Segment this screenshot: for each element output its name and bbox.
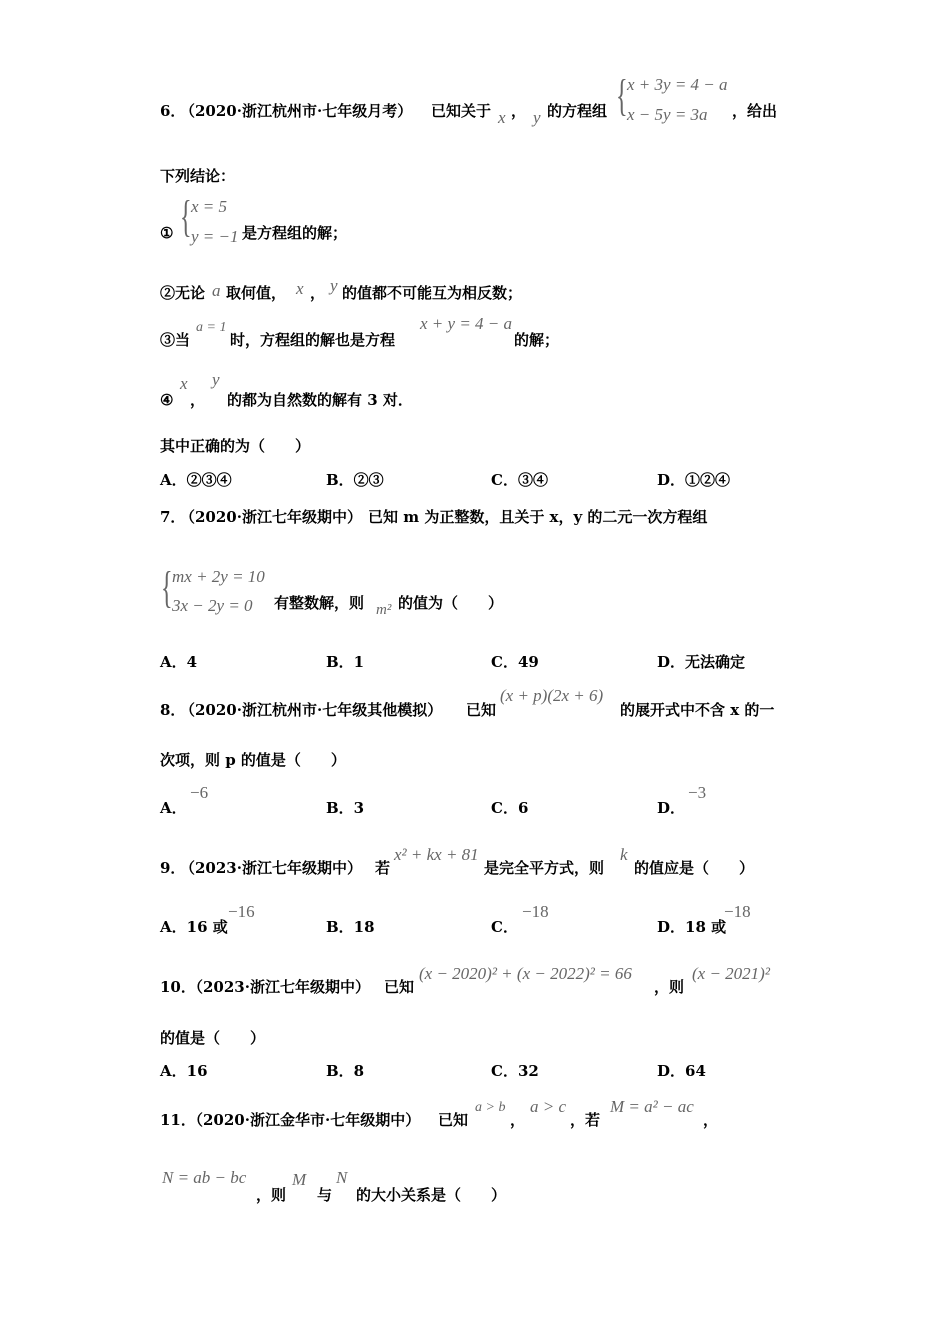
q11-m-expr: M = a² − ac: [610, 1097, 694, 1116]
q8-expr: (x + p)(2x + 6): [500, 686, 604, 705]
q6-text-b: 的方程组: [547, 102, 608, 120]
q11-comma2: ，: [703, 1111, 719, 1129]
q6-number: 6．: [160, 102, 186, 120]
q7-text: 已知 m 为正整数，且关于 x，y 的二元一次方程组: [368, 508, 708, 526]
q11-text-e: 的大小关系是（ ）: [356, 1186, 507, 1204]
q8-option-a-value: −6: [190, 783, 209, 802]
q11-text-a: 已知: [438, 1111, 469, 1129]
q6-option-b[interactable]: B．②③: [326, 471, 384, 489]
q7-number: 7．: [160, 508, 186, 526]
q9-k: k: [620, 845, 628, 864]
q10-option-c[interactable]: C．32: [491, 1062, 539, 1080]
q7-option-b[interactable]: B．1: [326, 653, 365, 671]
q11-number: 11．: [160, 1111, 196, 1129]
q8-line2: 次项，则 p 的值是（ ）: [160, 751, 346, 769]
q6-c1-text: 是方程组的解；: [242, 224, 348, 242]
q6-option-d[interactable]: D．①②④: [657, 471, 731, 489]
q8-number: 8．: [160, 701, 186, 719]
q9-text-c: 的值应是（ ）: [634, 859, 755, 877]
q10-option-b[interactable]: B．8: [326, 1062, 365, 1080]
q7-system-brace: {: [161, 563, 173, 612]
q6-c2-y: y: [330, 276, 338, 295]
q8-text-a: 已知: [466, 701, 497, 719]
q9-option-a[interactable]: A．16 或: [160, 918, 228, 936]
q10-line2: 的值是（ ）: [160, 1029, 266, 1047]
q8-option-d[interactable]: D．: [657, 799, 686, 817]
q6-c1-eq2: y = −1: [191, 227, 239, 246]
q6-system-brace: {: [616, 71, 628, 120]
q11-m: M: [292, 1170, 307, 1189]
q6-option-a[interactable]: A．②③④: [160, 471, 232, 489]
q11-text-d: 与: [317, 1186, 333, 1204]
q6-var-y: y: [533, 108, 541, 127]
q9-option-a-value: −16: [228, 902, 255, 921]
q9-option-b[interactable]: B．18: [326, 918, 375, 936]
q6-c4-x: x: [180, 374, 188, 393]
q7-m-squared: m²: [376, 602, 392, 618]
q10-option-d[interactable]: D．64: [657, 1062, 706, 1080]
q9-option-c[interactable]: C．: [491, 918, 518, 936]
q6-c2-x: x: [296, 279, 304, 298]
q6-c4-text: 的都为自然数的解有 3 对．: [227, 391, 413, 409]
q8-option-b[interactable]: B．3: [326, 799, 365, 817]
q6-c2-a: a: [212, 281, 221, 300]
q6-c3-text1: 时，方程组的解也是方程: [230, 331, 396, 349]
q10-text-b: ，则: [654, 978, 685, 996]
q6-c1-eq1: x = 5: [191, 197, 228, 216]
q6-var-x: x: [498, 108, 506, 127]
q6-eq1: x + 3y = 4 − a: [627, 75, 728, 94]
q6-source: （2020·浙江杭州市·七年级月考）: [180, 102, 413, 120]
q8-option-a[interactable]: A．: [160, 799, 187, 817]
q10-number: 10．: [160, 978, 196, 996]
q6-conclusion-3-mark: ③当: [160, 331, 191, 349]
q7-text2: 有整数解，则: [274, 594, 365, 612]
q11-n: N: [336, 1168, 348, 1187]
q11-text-c: ，则: [256, 1186, 287, 1204]
q10-option-a[interactable]: A．16: [160, 1062, 208, 1080]
q7-text3: 的值为（ ）: [398, 594, 504, 612]
q8-source: （2020·浙江杭州市·七年级其他模拟）: [180, 701, 443, 719]
q7-option-d[interactable]: D．无法确定: [657, 653, 746, 671]
q10-expr2: (x − 2021)²: [692, 964, 770, 983]
q11-source: （2020·浙江金华市·七年级期中）: [188, 1111, 421, 1129]
q11-n-expr: N = ab − bc: [162, 1168, 247, 1187]
q6-c4-y: y: [212, 370, 220, 389]
q6-c3-eq: a = 1: [196, 320, 227, 335]
q11-cond1: a > b: [475, 1100, 506, 1115]
q9-option-d-value: −18: [724, 902, 751, 921]
q6-conclusion-1-mark: ①: [160, 224, 174, 242]
q6-c4-comma: ，: [190, 391, 206, 409]
q9-text-b: 是完全平方式，则: [484, 859, 605, 877]
q10-expr: (x − 2020)² + (x − 2022)² = 66: [419, 964, 632, 983]
q6-option-c[interactable]: C．③④: [491, 471, 548, 489]
q7-option-a[interactable]: A．4: [160, 653, 198, 671]
q7-source: （2020·浙江七年级期中）: [180, 508, 362, 526]
q9-option-d[interactable]: D．18 或: [657, 918, 727, 936]
q8-option-d-value: −3: [688, 783, 707, 802]
q9-expr: x² + kx + 81: [394, 845, 479, 864]
q11-comma1: ，: [510, 1111, 526, 1129]
q9-number: 9．: [160, 859, 186, 877]
q8-text-b: 的展开式中不含 x 的一: [620, 701, 775, 719]
q7-eq2: 3x − 2y = 0: [172, 596, 253, 615]
q6-line2: 下列结论：: [160, 167, 236, 185]
q6-c2-text2: 的值都不可能互为相反数；: [342, 284, 523, 302]
q6-c2-comma: ，: [310, 284, 326, 302]
q11-cond2: a > c: [530, 1097, 567, 1116]
q8-option-c[interactable]: C．6: [491, 799, 529, 817]
q10-source: （2023·浙江七年级期中）: [188, 978, 370, 996]
q6-comma: ，: [511, 102, 527, 120]
q6-c2-text1: 取何值，: [226, 284, 287, 302]
q9-text-a: 若: [375, 859, 391, 877]
q6-prompt: 其中正确的为（ ）: [160, 437, 311, 455]
q7-eq1: mx + 2y = 10: [172, 567, 265, 586]
q10-text-a: 已知: [384, 978, 415, 996]
q9-source: （2023·浙江七年级期中）: [180, 859, 362, 877]
q6-text-a: 已知关于: [431, 102, 492, 120]
q6-c3-text2: 的解；: [514, 331, 560, 349]
q9-option-c-value: −18: [522, 902, 549, 921]
q6-c3-eq2: x + y = 4 − a: [420, 314, 513, 333]
q6-c1-brace: {: [180, 192, 192, 241]
q11-text-b: ，若: [570, 1111, 601, 1129]
q6-text-c: ，给出: [732, 102, 778, 120]
q6-conclusion-4-mark: ④: [160, 391, 174, 409]
q6-conclusion-2-mark: ②无论: [160, 284, 206, 302]
q6-eq2: x − 5y = 3a: [627, 105, 708, 124]
q7-option-c[interactable]: C．49: [491, 653, 539, 671]
